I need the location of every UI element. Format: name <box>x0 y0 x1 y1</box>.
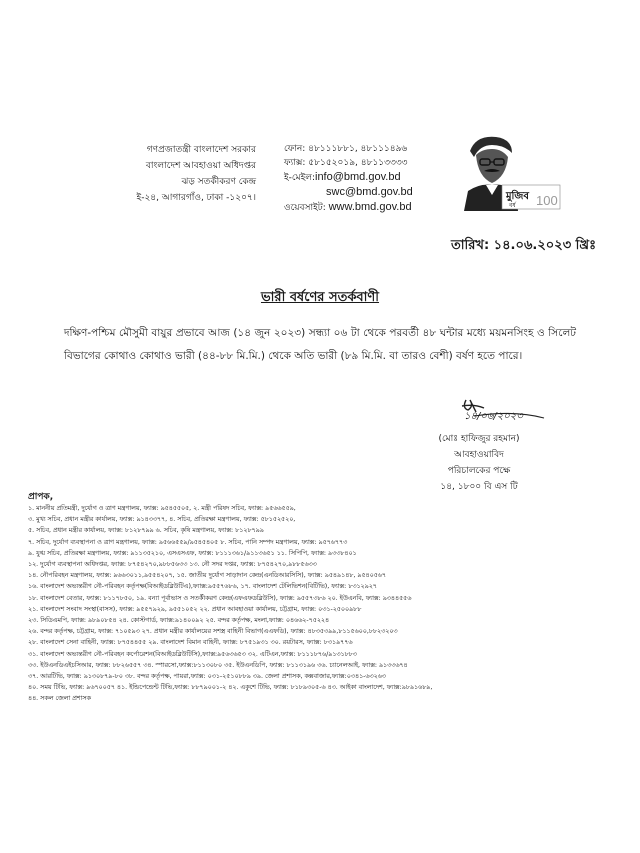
office-address-block <box>106 142 256 206</box>
contact-block <box>284 142 454 215</box>
signatory-on-behalf: পরিচালকের পক্ষে <box>447 466 511 476</box>
recipient-line: ১. মাননীয় প্রতিমন্ত্রী, দুর্যোগ ও ত্রাণ মন্ত্রণালয়, ফ্যাক্স: ৯৫৪৫৫০৫, ২. মন্ত্রী পরিষদ সচিব, ফ্যাক্স: ৯৫৬৬৫৫৯, <box>28 505 296 512</box>
fax-line: ফ্যাক্স: ৫৮১৫২০১৯, ৪৮১১৩৩৩৩ <box>284 158 408 168</box>
recipient-line: ৯. যুগ্ম সচিব, প্রতিরক্ষা মন্ত্রণালয়, ফ্যাক্স: ৯১১৩৫২১০, এসএসএফ, ফ্যাক্স: ৮১১১৩৬১/৯১১৩৬৫১ ১১. সিপিপি, ফ্যাক্স: ৯৩৩৮৪০১ <box>28 549 357 557</box>
email-line <box>284 170 454 185</box>
warning-body: দক্ষিণ-পশ্চিম মৌসুমী বায়ুর প্রভাবে আজ (১৪ জুন ২০২৩) সন্ধ্যা ০৬ টা থেকে পরবর্তী ৪৮ ঘন্টার মধ্যে ময়মনসিংহ ও সিলেট বিভাগের কোথাও কোথাও ভারী (৪৪-৮৮ মি.মি.) থেকে অতি ভারী (৮৯ মি.মি. বা তারও বেশী) বর্ষণ হতে পারে। <box>64 327 576 362</box>
signature-date: ১৪/০৬/২০২৩ <box>464 411 523 422</box>
recipients-list <box>28 503 628 705</box>
org-line-2: বাংলাদেশ আবহাওয়া অধিদপ্তর <box>145 161 256 171</box>
recipient-line: ৫. সচিব, প্রধান মন্ত্রীর কার্যালয়, ফ্যাক্স: ৮১২৮৭৯৯ ৬. সচিব, কৃষি মন্ত্রণালয়, ফ্যাক্স: ৮১২৮৭৯৯ <box>28 527 264 535</box>
org-line-1: গণপ্রজাতন্ত্রী বাংলাদেশ সরকার <box>146 145 256 155</box>
recipient-line: ৭. সচিব, দুর্যোগ ব্যবস্থাপনা ও ত্রাণ মন্ত্রণালয়, ফ্যাক্স: ৯৫৬৬৫৫৯/৯৫৪৫৪০৫ ৮. সচিব, পানি সম্পদ মন্ত্রণালয়, ফ্যাক্স: ৯৫৭৬৭৭৩ <box>28 538 348 546</box>
logo-sub: বর্ষ <box>509 202 516 209</box>
signatory-designation: আবহাওয়াবিদ <box>454 450 504 460</box>
recipient-line: ৩. মুখ্য সচিব, প্রধান মন্ত্রীর কার্যালয়, ফ্যাক্স: ৯১৪৩৩৭৭, ৪. সচিব, প্রতিরক্ষা মন্ত্রণালয়, ফ্যাক্স: ৫৮১৫২৫২০, <box>28 516 296 524</box>
recipient-line: ১৬. বাংলাদেশ অভ্যন্তরীণ নৌ-পরিবহন কর্তৃপক্ষ(বিআইডব্লিউটিএ),ফ্যাক্স:৯৫৫৭৬৮৬, ১৭. বাংলাদেশ টেলিভিশন(বিটিভি), ফ্যাক্স: ৮৩১২৯২৭ <box>28 583 377 591</box>
title-text: ভারী বর্ষণের সতর্কবাণী <box>260 290 380 305</box>
signature <box>404 396 554 432</box>
recipients-label: প্রাপক, <box>28 492 54 502</box>
recipient-line: ১৪. নৌপরিবহন মন্ত্রণালয়, ফ্যাক্স: ৯৬৬৩০১১,৯৫৫৪২০৭, ১৫. জাতীয় দুর্যোগ সাড়াদান কেন্দ্র(এনডিআরসিসি), ফ্যাক্স: ৯৫৪৯১৪৮, ৯৫৪০৫৬৭ <box>28 572 386 580</box>
logo-number: 100 <box>536 193 558 208</box>
portrait-icon <box>462 133 562 211</box>
email-2[interactable]: swc@bmd.gov.bd <box>326 186 413 198</box>
org-line-4: ই-২৪, আগারগাঁও, ঢাকা -১২০৭। <box>136 193 256 203</box>
recipient-line: ২৩. সিডিএমপি, ফ্যাক্স: ৯৮৯০৮৫৪ ২৪. কোস্টগার্ড, ফ্যাক্স:৯১৪০০৯২ ২৫. বন্দর কর্তৃপক্ষ, মংলা,ফ্যাক্স: ০৪৬৬২-৭৫২২৪ <box>28 617 330 625</box>
email-1[interactable]: info@bmd.gov.bd <box>315 171 401 183</box>
signatory-block <box>404 431 554 495</box>
recipient-line: ১৮. বাংলাদেশ বেতার, ফ্যাক্স: ৮১১৭৮৫০, ১৯. বন্যা পূর্বাভাস ও সতর্কীকরণ কেন্দ্র(এফএফডব্লিউসি), ফ্যাক্স: ৯৫৫৭৩৮৬ ২০. ইউএনবি, ফ্যাক্স: ৯৩৪৪৫৫৬ <box>28 594 412 602</box>
recipient-line: ৩৭. আরটিভি, ফ্যাক্স: ৯১৩০৮৭৯-৮০ ৩৮. বন্দর কর্তৃপক্ষ, পায়রা,ফ্যাক্স: ০৩১-২৫১০৮৮৯ ৩৯. জেলা প্রশাসক, কক্সবাজার,ফ্যাক্স:০৩৪১-৬৩২৬৩ <box>28 673 386 681</box>
website-link[interactable]: www.bmd.gov.bd <box>328 201 412 213</box>
document-title <box>0 288 640 309</box>
mujib-borsho-logo <box>462 133 562 211</box>
issue-time: ১৪, ১৮০০ বি এস টি <box>440 482 518 492</box>
recipient-line: ১২. দুর্যোগ ব্যবস্থাপনা অধিদপ্তর, ফ্যাক্স: ৮৭৫৪২৭০,৯৮৮৫৬৩৩ ১৩. নৌ সদর দপ্তর, ফ্যাক্স: ৮৭৫৪২৭০,৯৮৮৫৬৩৩ <box>28 561 317 569</box>
recipient-line: ৪০. সময় টিভি, ফ্যাক্স: ৯৬৭০০৫৭ ৪১. ইন্ডিপেন্ডেন্ট টিভি,ফ্যাক্স: ৮৮৭৯০০১-২ ৪২. একুশে টিভি, ফ্যাক্স: ৮১৮৯৩০৫-৬ ৪৩. আইকা বাংলাদেশ, ফ্যাক্স:৯৮৯১৬৮৯, <box>28 684 433 692</box>
recipient-line: ৪৪. সকল জেলা প্রশাসক <box>28 695 91 703</box>
logo-text: মুজিব <box>506 191 529 202</box>
phone-line: ফোন: ৪৮১১১৮৮১, ৪৮১১১৪৯৬ <box>284 144 408 154</box>
website-label: ওয়েবসাইট: <box>284 203 326 213</box>
website-line <box>284 200 454 215</box>
recipient-line: ২৮. বাংলাদেশ সেনা বাহিনী, ফ্যাক্স: ৮৭৫৪৪৫৫ ২৯. বাংলাদেশ বিমান বাহিনী, ফ্যাক্স: ৮৭৫১৯৩১ ৩০. রয়টারস, ফ্যাক্স: ৮৩১৯৭৭৬ <box>28 639 353 647</box>
recipient-line: ৩১. বাংলাদেশ অভ্যন্তরীণ নৌ-পরিবহন কর্পোরেশন(বিআইডব্লিউটিসি),ফ্যাক্স:৯৫৬৩৬৫৩ ৩২. এটিএন,ফ্যাক্স: ৮১১১৮৭৬/৯১৩১৮৮৩ <box>28 650 357 658</box>
recipient-line: ২৬. বন্দর কর্তৃপক্ষ, চট্টগ্রাম, ফ্যাক্স: ৭১০৫৯৩ ২৭. প্রধান মন্ত্রীর কার্যালয়ের সশস্ত্র বাহিনী বিভাগ(এএফডি), ফ্যাক্স: ৪৮৩৫৩৯৯,৮১১৫৬০০,৮৮২৩২০৩ <box>28 628 398 636</box>
org-line-3: ঝড় সতর্কীকরণ কেন্দ্র <box>181 177 256 187</box>
signatory-name: (মোঃ হাফিজুর রহমান) <box>438 434 520 444</box>
email-label: ই-মেইল: <box>284 173 315 183</box>
recipient-line: ২১. বাংলাদেশ সংবাদ সংস্থা(বাসস), ফ্যাক্স: ৯৫৫৭৯২৯, ৯৫৫১০৫২ ২২. প্রধান আবহাওয়া কার্যালয়, চট্টগ্রাম, ফ্যাক্স: ০৩১-২৫০০৯৮৮ <box>28 605 362 613</box>
email-line-2 <box>284 185 454 200</box>
document-date: তারিখ: ১৪.০৬.২০২৩ খ্রিঃ <box>451 238 596 253</box>
recipient-line: ৩৩. ইউএনডিএইচসিআর, ফ্যাক্স: ৮৮২৬৫৫৭ ৩৪. স্পারসো,ফ্যাক্স:৮১১৩০৮০ ৩৫. ইউএনডিপি, ফ্যাক্স: ৮১১৩১৯৬ ৩৬. চ্যানেলআই, ফ্যাক্স: ৯১৩৩৬৭৪ <box>28 661 408 669</box>
